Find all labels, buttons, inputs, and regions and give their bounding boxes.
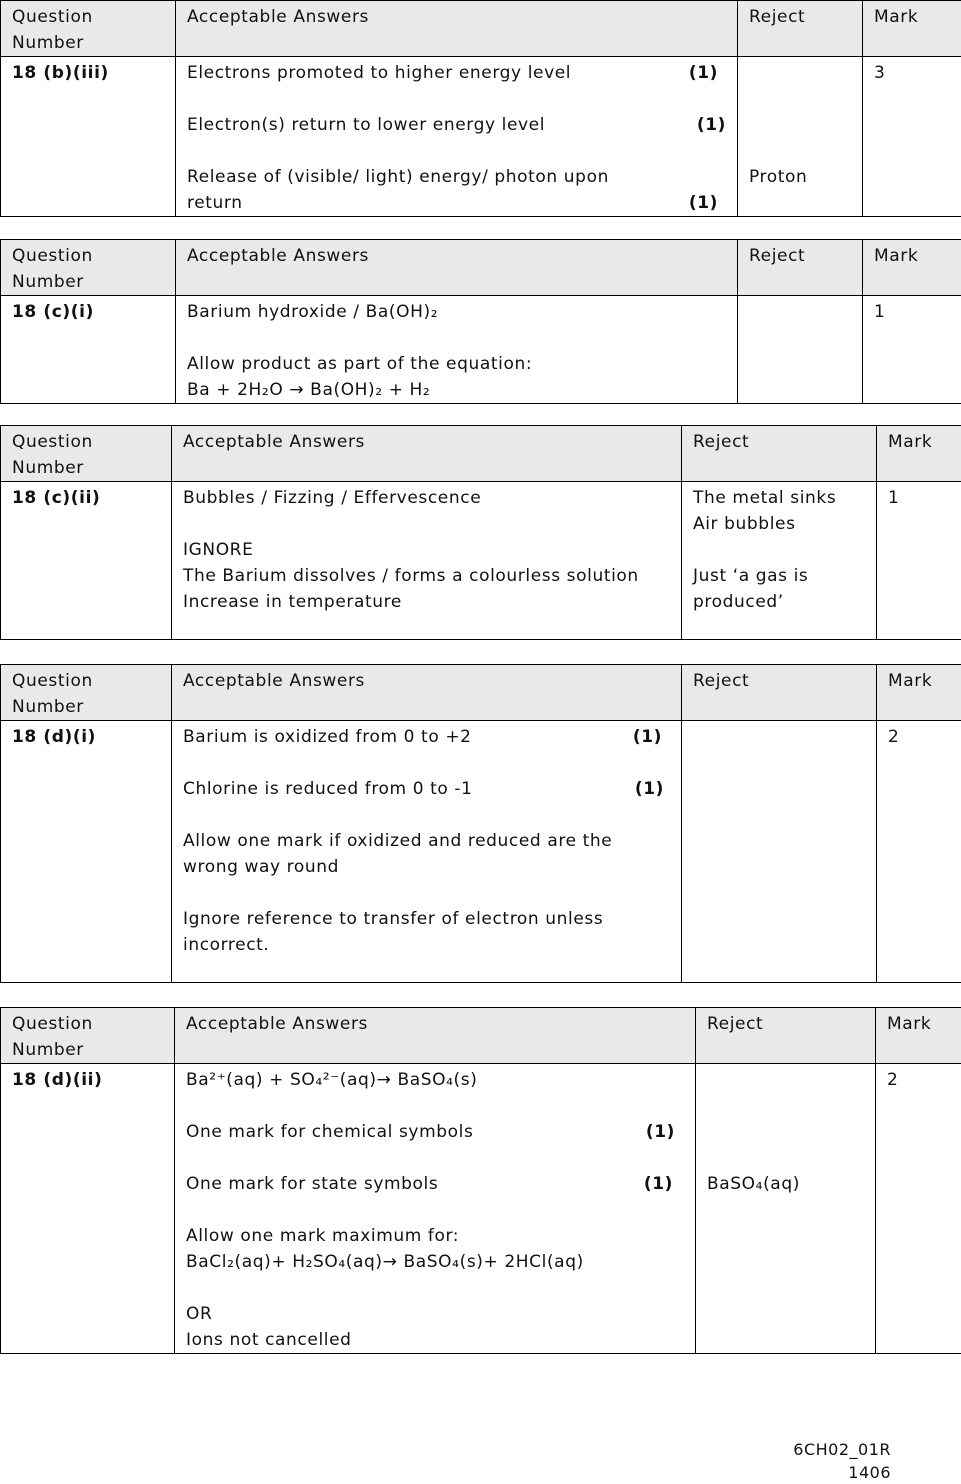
table-row bbox=[1, 721, 961, 983]
reject-cell bbox=[682, 482, 877, 640]
reject-cell bbox=[682, 721, 877, 983]
answer-line: Ignore reference to transfer of electron unless incorrect. bbox=[183, 906, 670, 958]
reject-cell bbox=[738, 57, 863, 217]
answer-line: Ba + 2H₂O → Ba(OH)₂ + H₂ bbox=[187, 377, 726, 403]
mark-scheme-table-18c-i bbox=[0, 239, 961, 404]
mark-allocation: (1) bbox=[689, 190, 718, 216]
header-question-number: Question Number bbox=[1, 1008, 175, 1064]
reject-cell bbox=[738, 296, 863, 404]
table-row bbox=[1, 1064, 961, 1354]
page-footer bbox=[793, 1438, 891, 1484]
mark-allocation: (1) bbox=[689, 60, 718, 86]
reject-cell bbox=[696, 1064, 876, 1354]
header-question-number: Question Number bbox=[1, 1, 176, 57]
header-mark: Mark bbox=[877, 426, 961, 482]
acceptable-answers-cell bbox=[172, 721, 682, 983]
answer-line: Ions not cancelled bbox=[186, 1327, 684, 1353]
header-reject: Reject bbox=[696, 1008, 876, 1064]
header-mark: Mark bbox=[877, 665, 961, 721]
header-reject: Reject bbox=[682, 665, 877, 721]
header-mark: Mark bbox=[863, 240, 961, 296]
header-question-number: Question Number bbox=[1, 665, 172, 721]
answer-line: (1) Barium is oxidized from 0 to +2 bbox=[183, 724, 670, 750]
question-number: 18 (c)(i) bbox=[1, 296, 176, 404]
mark-scheme-table-18b-iii bbox=[0, 0, 961, 217]
answer-line: (1) One mark for chemical symbols bbox=[186, 1119, 684, 1145]
answer-line: (1) Chlorine is reduced from 0 to -1 bbox=[183, 776, 670, 802]
table-header-row bbox=[1, 426, 961, 482]
mark-allocation: (1) bbox=[646, 1119, 675, 1145]
header-reject: Reject bbox=[738, 240, 863, 296]
acceptable-answers-cell bbox=[175, 1064, 696, 1354]
answer-line: Allow product as part of the equation: bbox=[187, 351, 726, 377]
reject-text: Proton bbox=[749, 164, 851, 190]
acceptable-answers-cell bbox=[172, 482, 682, 640]
header-acceptable-answers: Acceptable Answers bbox=[176, 240, 738, 296]
header-acceptable-answers: Acceptable Answers bbox=[176, 1, 738, 57]
reject-text: Air bubbles bbox=[693, 511, 865, 537]
header-acceptable-answers: Acceptable Answers bbox=[172, 426, 682, 482]
page-number: 1406 bbox=[793, 1461, 891, 1484]
table-header-row bbox=[1, 240, 961, 296]
reject-text: Just ‘a gas is produced’ bbox=[693, 563, 865, 615]
header-mark: Mark bbox=[863, 1, 961, 57]
answer-line: Release of (visible/ light) energy/ photon upon bbox=[187, 164, 726, 190]
mark-allocation: (1) bbox=[633, 724, 662, 750]
mark-cell: 1 bbox=[863, 296, 961, 404]
header-mark: Mark bbox=[876, 1008, 961, 1064]
mark-cell: 1 bbox=[877, 482, 961, 640]
paper-code: 6CH02_01R bbox=[793, 1438, 891, 1461]
table-row bbox=[1, 296, 961, 404]
header-question-number: Question Number bbox=[1, 240, 176, 296]
answer-line: (1) One mark for state symbols bbox=[186, 1171, 684, 1197]
answer-line: Ba²⁺(aq) + SO₄²⁻(aq)→ BaSO₄(s) bbox=[186, 1067, 684, 1093]
mark-cell: 2 bbox=[877, 721, 961, 983]
answer-line: Increase in temperature bbox=[183, 589, 670, 615]
mark-scheme-table-18d-i bbox=[0, 664, 961, 983]
header-reject: Reject bbox=[682, 426, 877, 482]
answer-line: Allow one mark maximum for: bbox=[186, 1223, 684, 1249]
question-number: 18 (c)(ii) bbox=[1, 482, 172, 640]
answer-line: Allow one mark if oxidized and reduced are the wrong way round bbox=[183, 828, 670, 880]
answer-line: The Barium dissolves / forms a colourless solution bbox=[183, 563, 670, 589]
table-header-row bbox=[1, 1, 961, 57]
table-row bbox=[1, 482, 961, 640]
answer-line: Bubbles / Fizzing / Effervescence bbox=[183, 485, 670, 511]
header-acceptable-answers: Acceptable Answers bbox=[175, 1008, 696, 1064]
mark-scheme-table-18c-ii bbox=[0, 425, 961, 640]
mark-allocation: (1) bbox=[644, 1171, 673, 1197]
question-number: 18 (b)(iii) bbox=[1, 57, 176, 217]
table-row bbox=[1, 57, 961, 217]
acceptable-answers-cell bbox=[176, 296, 738, 404]
acceptable-answers-cell bbox=[176, 57, 738, 217]
header-question-number: Question Number bbox=[1, 426, 172, 482]
question-number: 18 (d)(ii) bbox=[1, 1064, 175, 1354]
header-reject: Reject bbox=[738, 1, 863, 57]
table-header-row bbox=[1, 665, 961, 721]
answer-line: IGNORE bbox=[183, 537, 670, 563]
answer-line: (1) Electron(s) return to lower energy level bbox=[187, 112, 726, 138]
answer-line: Barium hydroxide / Ba(OH)₂ bbox=[187, 299, 726, 325]
answer-line: (1) return bbox=[187, 190, 726, 216]
answer-line: BaCl₂(aq)+ H₂SO₄(aq)→ BaSO₄(s)+ 2HCl(aq) bbox=[186, 1249, 684, 1275]
reject-text: BaSO₄(aq) bbox=[707, 1171, 864, 1197]
mark-cell: 3 bbox=[863, 57, 961, 217]
table-header-row bbox=[1, 1008, 961, 1064]
mark-cell: 2 bbox=[876, 1064, 961, 1354]
answer-line: OR bbox=[186, 1301, 684, 1327]
reject-text: The metal sinks bbox=[693, 485, 865, 511]
question-number: 18 (d)(i) bbox=[1, 721, 172, 983]
mark-allocation: (1) bbox=[635, 776, 664, 802]
mark-allocation: (1) bbox=[697, 112, 726, 138]
mark-scheme-table-18d-ii bbox=[0, 1007, 961, 1354]
answer-line: (1) Electrons promoted to higher energy level bbox=[187, 60, 726, 86]
header-acceptable-answers: Acceptable Answers bbox=[172, 665, 682, 721]
